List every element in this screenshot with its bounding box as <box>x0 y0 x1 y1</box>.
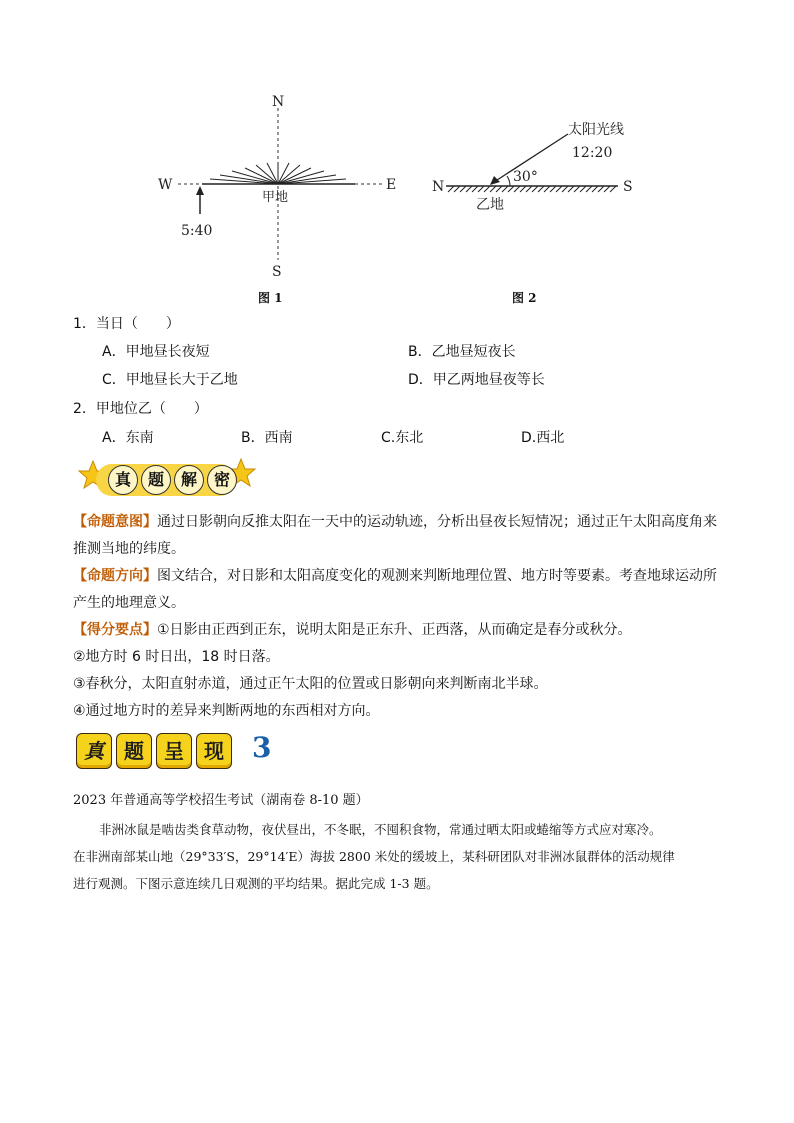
question-1-option-a: A．甲地昼长夜短 <box>102 344 210 360</box>
intent-line-1: 【命题意图】通过日影朝向反推太阳在一天中的运动轨迹，分析出昼夜长短情况；通过正午太阳高度角来 <box>73 514 717 530</box>
intent-line-2: 推测当地的纬度。 <box>73 541 185 557</box>
figure-1-south: S <box>272 264 282 280</box>
question-1-option-c: C．甲地昼长大于乙地 <box>102 372 238 388</box>
figure-2-north: N <box>432 179 445 195</box>
figure-1-north: N <box>272 94 285 110</box>
passage <box>73 816 763 897</box>
direction-line-2: 产生的地理意义。 <box>73 595 185 611</box>
banner-char-3: 解 <box>174 465 204 495</box>
question-2-option-c: C.东北 <box>381 430 424 446</box>
question-1-stem: 1．当日（ ） <box>73 316 180 332</box>
figure-1-west: W <box>158 177 173 193</box>
figure-2-diagram <box>428 116 648 226</box>
passage-line-3: 进行观测。下图示意连续几日观测的平均结果。据此完成 1-3 题。 <box>73 876 439 891</box>
figure-2-place: 乙地 <box>476 197 504 213</box>
passage-line-1: 非洲冰鼠是啮齿类食草动物，夜伏昼出，不冬眠，不囤积食物，常通过晒太阳或蜷缩等方式应对寒冷。 <box>99 822 662 837</box>
question-2-option-d: D.西北 <box>521 430 565 446</box>
figure-1-east: E <box>386 177 397 193</box>
question-1-option-d: D．甲乙两地昼夜等长 <box>408 372 545 388</box>
figure-2-ray-label: 太阳光线 <box>568 122 624 138</box>
figure-1-diagram <box>150 88 410 283</box>
banner2-char-4: 现 <box>196 733 232 769</box>
banner2-char-3: 呈 <box>156 733 192 769</box>
direction-label: 【命题方向】 <box>73 568 157 584</box>
figure-2-angle: 30° <box>513 169 538 185</box>
figure-1-caption: 图 1 <box>258 291 283 305</box>
banner2-number: 3 <box>252 731 272 764</box>
figure-2-time: 12:20 <box>572 145 613 161</box>
question-2-option-a: A．东南 <box>102 430 154 446</box>
points-line-4: ④通过地方时的差异来判断两地的东西相对方向。 <box>73 703 380 719</box>
question-1-option-b: B．乙地昼短夜长 <box>408 344 516 360</box>
banner-char-1: 真 <box>108 465 138 495</box>
direction-line-1: 【命题方向】图文结合，对日影和太阳高度变化的观测来判断地理位置、地方时等要素。考查地球运动所 <box>73 568 717 584</box>
banner-char-2: 题 <box>141 465 171 495</box>
banner2-char-2: 题 <box>116 733 152 769</box>
figure-2-south: S <box>623 179 633 195</box>
banner2-char-1: 真 <box>76 733 112 769</box>
points-label: 【得分要点】 <box>73 622 157 638</box>
passage-line-2: 在非洲南部某山地（29°33′S，29°14′E）海拔 2800 米处的缓坡上，某科研团队对非洲冰鼠群体的活动规律 <box>73 849 675 864</box>
points-line-2: ②地方时 6 时日出，18 时日落。 <box>73 649 280 665</box>
figure-2-caption: 图 2 <box>512 291 537 305</box>
banner-zhenti-chengxian <box>76 733 296 773</box>
source-line: 2023 年普通高等学校招生考试（湖南卷 8-10 题） <box>73 793 369 808</box>
question-2-option-b: B．西南 <box>241 430 293 446</box>
intent-label: 【命题意图】 <box>73 514 157 530</box>
banner-zhenti-jiemi <box>78 458 258 502</box>
analysis-section <box>73 509 733 725</box>
figure-1-place: 甲地 <box>262 190 289 205</box>
figure-1-time: 5:40 <box>181 223 213 239</box>
question-2-stem: 2．甲地位乙（ ） <box>73 401 208 417</box>
banner-char-4: 密 <box>207 465 237 495</box>
points-line-1: 【得分要点】①日影由正西到正东，说明太阳是正东升、正西落，从而确定是春分或秋分。 <box>73 622 632 638</box>
points-line-3: ③春秋分，太阳直射赤道，通过正午太阳的位置或日影朝向来判断南北半球。 <box>73 676 548 692</box>
